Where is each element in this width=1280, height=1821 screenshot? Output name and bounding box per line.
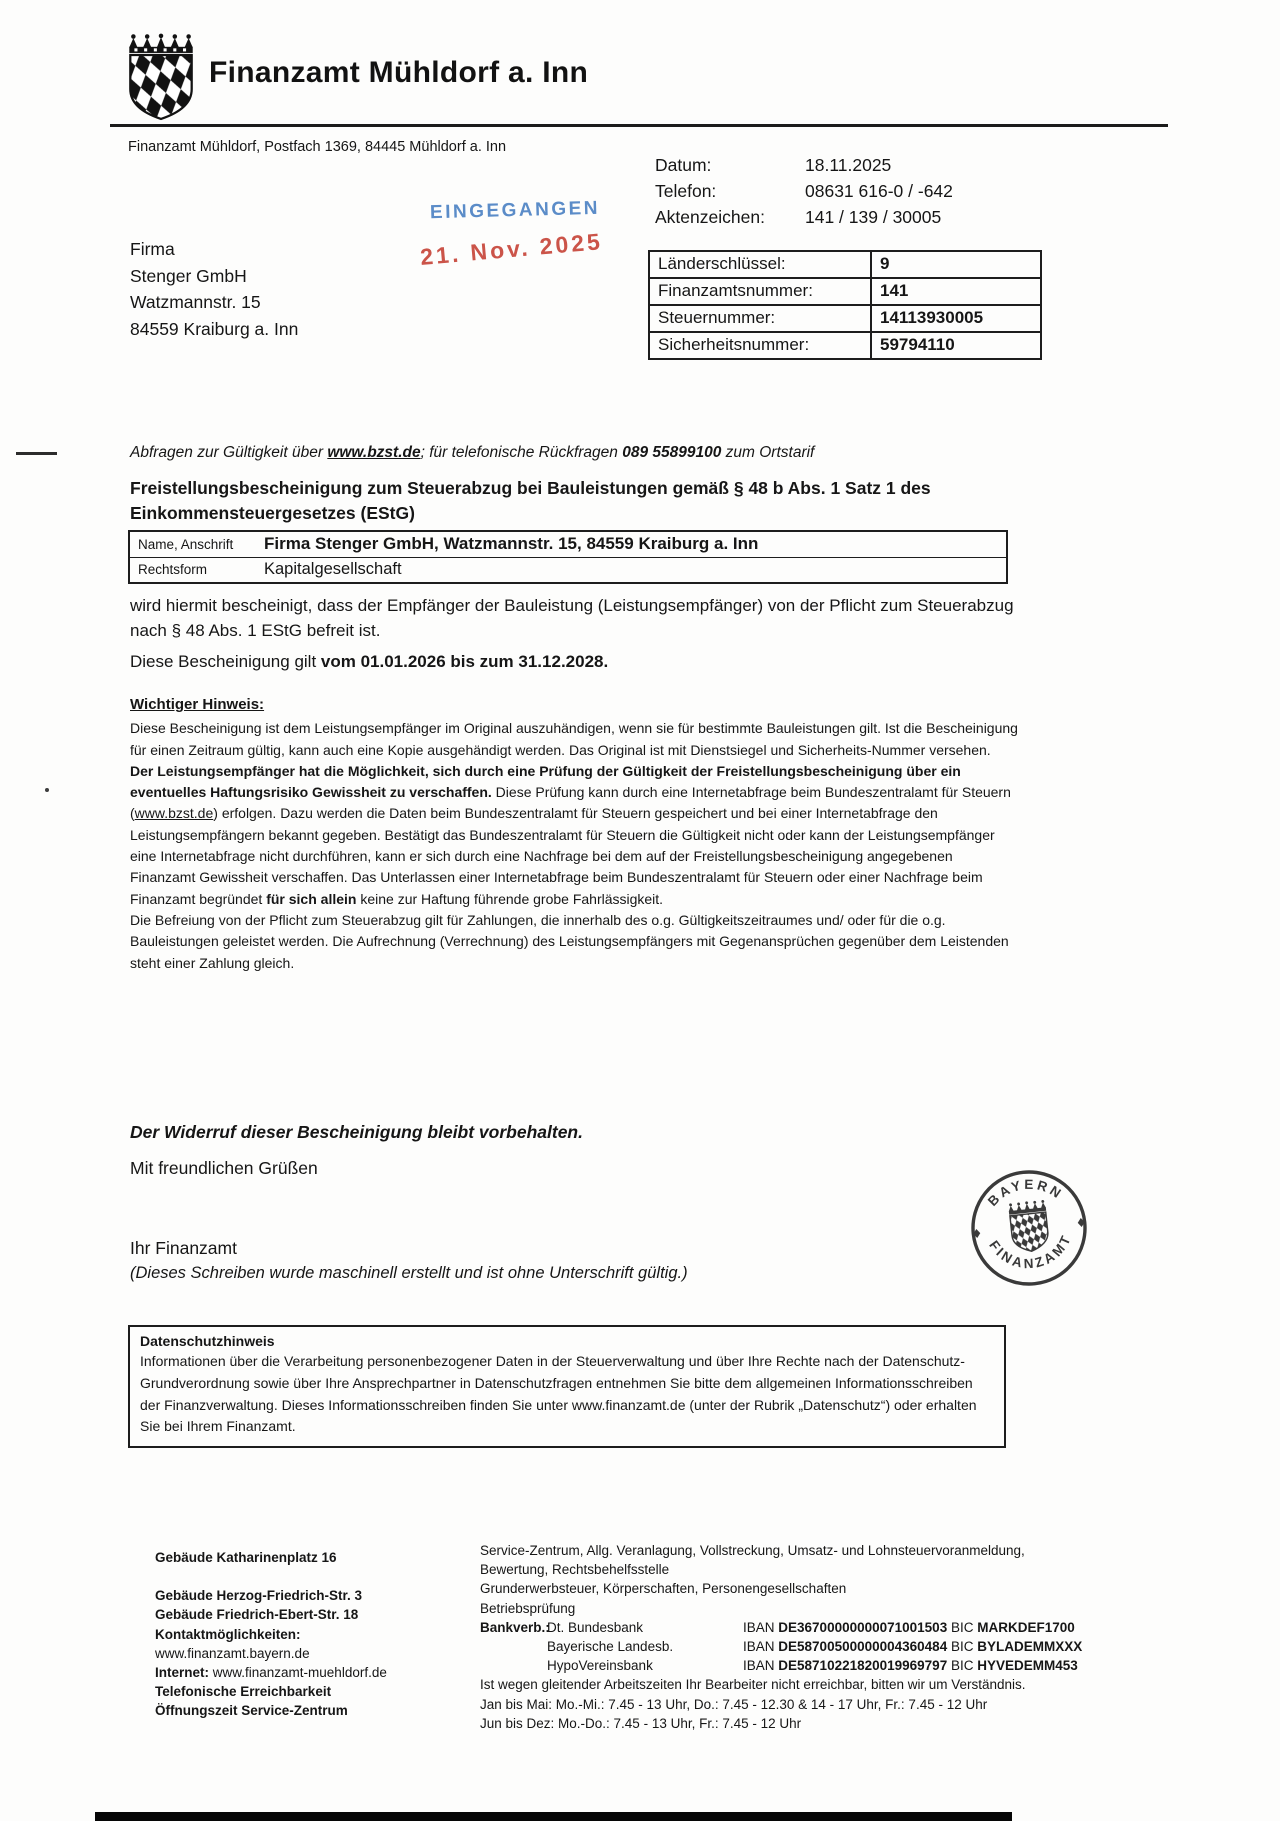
notice-bold-text: Der Leistungsempfänger hat die Möglichkeit, sich durch eine Prüfung der Gültigkeit der Freistellungsbescheinigung über ein eventuelles Haftungsrisiko Gewissheit zu verschaffen. (130, 762, 961, 801)
field-label: Name, Anschrift (138, 537, 234, 552)
recipient-line: Stenger GmbH (130, 265, 247, 286)
meta-label: Datum: (655, 155, 712, 175)
bank-row (480, 1618, 1075, 1637)
meta-value: 18.11.2025 (805, 155, 892, 175)
taxpayer-name-row (130, 532, 1006, 558)
taxpayer-name-value: Firma Stenger GmbH, Watzmannstr. 15, 84559 Kraiburg a. Inn (264, 534, 759, 553)
page-title: Finanzamt Mühldorf a. Inn (209, 56, 589, 89)
footer-hours-line: Jun bis Dez: Mo.-Do.: 7.45 - 13 Uhr, Fr.: 7.45 - 12 Uhr (480, 1715, 802, 1731)
table-label: Länderschlüssel: (649, 251, 871, 278)
taxpayer-box (128, 530, 1008, 584)
finanzamt-bayern-seal (958, 1157, 1101, 1300)
bank-label (480, 1637, 547, 1656)
phone-number: 089 55899100 (622, 444, 722, 461)
meta-label: Telefon: (655, 181, 717, 201)
bank-name: HypoVereinsbank (547, 1658, 653, 1674)
footer-internet-url: www.finanzamt-muehldorf.de (212, 1665, 387, 1681)
bank-detail (743, 1618, 1075, 1637)
recipient-address (130, 236, 298, 342)
meta-value: 08631 616-0 / -642 (805, 181, 953, 201)
tax-number-table (648, 250, 1042, 360)
recipient-line: Watzmannstr. 15 (130, 292, 261, 312)
validity-period (130, 652, 608, 672)
fold-mark-dot (45, 788, 49, 792)
bic-value: BYLADEMMXXX (977, 1639, 1083, 1655)
iban-value: DE58700500000004360484 (778, 1639, 948, 1655)
meta-row-phone (655, 181, 953, 207)
footer-flexitime-note: Ist wegen gleitender Arbeitszeiten Ihr Bearbeiter nicht erreichbar, bitten wir um Verständnis. (480, 1677, 1026, 1693)
footer-building: Gebäude Katharinenplatz 16 (155, 1550, 337, 1565)
table-value: 14113930005 (871, 305, 1041, 332)
footer-building: Gebäude Friedrich-Ebert-Str. 18 (155, 1607, 359, 1623)
iban-label: IBAN (743, 1639, 775, 1655)
legal-form-row (130, 558, 1006, 582)
received-stamp: EINGEGANGEN (429, 197, 601, 224)
notice-text: Diese Prüfung kann durch eine Internetabfrage beim Bundeszentralamt für Steuern ( (130, 784, 1011, 822)
meta-value: 141 / 139 / 30005 (805, 207, 942, 227)
meta-label: Aktenzeichen: (655, 207, 765, 227)
table-value: 59794110 (871, 332, 1041, 359)
footer-hours-line: Jan bis Mai: Mo.-Mi.: 7.45 - 13 Uhr, Do.: 7.45 - 12.30 & 14 - 17 Uhr, Fr.: 7.45 - 12 Uhr (480, 1696, 988, 1712)
seal-coat-of-arms (1008, 1199, 1050, 1253)
footer-portal-url: www.finanzamt.bayern.de (155, 1645, 310, 1661)
seal-bottom-text: FINANZAMT (986, 1231, 1075, 1272)
footer-departments: Service-Zentrum, Allg. Veranlagung, Vollstreckung, Umsatz- und Lohnsteuervoranmeldung, (480, 1543, 1025, 1558)
bank-row (480, 1656, 1078, 1675)
scan-edge-bar (95, 1812, 1012, 1821)
footer-departments: Grunderwerbsteuer, Körperschaften, Personengesellschaften (480, 1581, 847, 1597)
notice-text: ) erfolgen. Dazu werden die Daten beim Bundeszentralamt für Steuern gespeichert und bei einer Internetabfrage den Leistungsempfängern bekannt gegeben. Bestätigt das Bundeszentralamt für Steuern die Gültigkeit nicht oder kann der Leistungsempfänger eine Internetabfrage nicht durchführen, kann er sich durch eine Nachfrage bei dem auf der Freistellungsbescheinigung angegebenen Finanzamt Gewissheit verschaffen. Das Unterlassen einer Internetabfrage beim Bundeszentralamt für Steuern oder einer Nachfrage beim Finanzamt begründet (130, 805, 995, 907)
footer-right-column (480, 1541, 1083, 1733)
field-label: Rechtsform (138, 562, 208, 577)
footer-departments: Bewertung, Rechtsbehelfsstelle (480, 1562, 670, 1578)
validity-check-note (130, 444, 1030, 462)
footer-contact-heading: Kontaktmöglichkeiten: (155, 1626, 301, 1642)
footer-hours-heading: Öffnungszeit Service-Zentrum (155, 1703, 348, 1719)
meta-block (655, 155, 953, 233)
privacy-notice-box (128, 1325, 1006, 1448)
bank-label (480, 1656, 547, 1675)
seal-top-text: BAYERN (984, 1176, 1066, 1209)
meta-row-reference (655, 207, 953, 233)
fold-mark (16, 452, 57, 455)
note-text: ; für telefonische Rückfragen (420, 444, 623, 461)
revocation-line: Der Widerruf dieser Bescheinigung bleibt vorbehalten. (130, 1122, 583, 1142)
legal-form-value: Kapitalgesellschaft (264, 560, 402, 578)
machine-generated-note: (Dieses Schreiben wurde maschinell erstellt und ist ohne Unterschrift gültig.) (130, 1264, 688, 1282)
signer-line: Ihr Finanzamt (130, 1238, 237, 1258)
subject-heading: Freistellungsbescheinigung zum Steuerabzug bei Bauleistungen gemäß § 48 b Abs. 1 Satz 1 des Einkommensteuergesetzes (EStG) (130, 478, 931, 523)
bic-label: BIC (950, 1658, 974, 1674)
footer-internet-label: Internet: (155, 1665, 209, 1681)
bank-name: Dt. Bundesbank (547, 1619, 644, 1635)
note-text: Abfragen zur Gültigkeit über (130, 444, 328, 461)
validity-dates: vom 01.01.2026 bis zum 31.12.2028. (320, 652, 609, 671)
iban-value: DE58710221820019969797 (778, 1658, 948, 1674)
bank-label: Bankverb.: (480, 1619, 550, 1635)
bavaria-coat-of-arms-icon (127, 33, 195, 121)
certification-paragraph: wird hiermit bescheinigt, dass der Empfänger der Bauleistung (Leistungsempfänger) von der Pflicht zum Steuerabzug nach § 48 Abs. 1 EStG befreit ist. (130, 596, 1014, 640)
footer-phone-heading: Telefonische Erreichbarkeit (155, 1684, 332, 1700)
iban-label: IBAN (743, 1658, 775, 1674)
bank-name: Bayerische Landesb. (547, 1639, 674, 1655)
bzst-link-text: www.bzst.de (134, 805, 214, 822)
table-value: 141 (871, 278, 1041, 305)
footer-spacer (155, 1567, 387, 1586)
meta-row-date (655, 155, 953, 181)
note-text: zum Ortstarif (721, 444, 815, 461)
bank-row (480, 1637, 1083, 1656)
recipient-line: 84559 Kraiburg a. Inn (130, 318, 299, 339)
footer-left-column (155, 1548, 387, 1721)
notice-bold-text: für sich allein (266, 890, 357, 907)
validity-prefix: Diese Bescheinigung gilt (130, 652, 321, 671)
notice-paragraph: Die Befreiung von der Pflicht zum Steuerabzug gilt für Zahlungen, die innerhalb des o.g. Gültigkeitszeitraumes und/ oder für die o.g. Bauleistungen geleistet werden. Die Aufrechnung (Verrechnung) des Leistungsempfängers mit Gegenansprüchen gegenüber dem Leistenden steht einer Zahlung gleich. (130, 911, 1009, 971)
privacy-text: Informationen über die Verarbeitung personenbezogener Daten in der Steuerverwaltung und über Ihre Rechte nach der Datenschutz-Grundverordnung sowie über Ihre Ansprechpartner in Datenschutzfragen entnehmen Sie bitte dem allgemeinen Informationsschreiben der Finanzverwaltung. Dieses Informationsschreiben finden Sie unter www.finanzamt.de (unter der Rubrik „Datenschutz“) oder erhalten Sie bei Ihrem Finanzamt. (140, 1353, 977, 1435)
table-label: Sicherheitsnummer: (649, 332, 871, 359)
notice-heading: Wichtiger Hinweis: (130, 696, 265, 713)
bic-value: MARKDEF1700 (977, 1619, 1075, 1635)
privacy-heading: Datenschutzhinweis (140, 1333, 275, 1349)
table-row (649, 278, 1041, 305)
sender-return-address: Finanzamt Mühldorf, Postfach 1369, 84445 Mühldorf a. Inn (128, 139, 507, 155)
iban-label: IBAN (743, 1619, 775, 1635)
bzst-link-text: www.bzst.de (327, 444, 421, 461)
bic-value: HYVEDEMM453 (977, 1658, 1078, 1674)
footer-internet-line (155, 1663, 387, 1682)
greeting-line: Mit freundlichen Grüßen (130, 1158, 318, 1178)
header-divider (110, 124, 1168, 127)
bic-label: BIC (950, 1619, 974, 1635)
table-row (649, 251, 1041, 278)
important-notice-section (130, 694, 1018, 974)
notice-text: keine zur Haftung führende grobe Fahrlässigkeit. (356, 890, 664, 907)
iban-value: DE36700000000071001503 (778, 1619, 948, 1635)
table-row (649, 305, 1041, 332)
bank-detail (743, 1637, 1082, 1656)
table-label: Steuernummer: (649, 305, 871, 332)
recipient-line: Firma (130, 239, 175, 259)
notice-paragraph: Diese Bescheinigung ist dem Leistungsempfänger im Original auszuhändigen, wenn sie für bestimmte Bauleistungen gilt. Ist die Bescheinigung für einen Zeitraum gültig, kann auch eine Kopie ausgehändigt werden. Das Original ist mit Dienstsiegel und Sicherheits-Nummer versehen. (130, 720, 1018, 758)
footer-building: Gebäude Herzog-Friedrich-Str. 3 (155, 1588, 363, 1604)
bank-detail (743, 1656, 1078, 1675)
notice-paragraph (130, 761, 1018, 910)
table-label: Finanzamtsnummer: (649, 278, 871, 305)
table-value: 9 (871, 251, 1041, 278)
footer-departments: Betriebsprüfung (480, 1600, 576, 1616)
received-date-stamp: 21. Nov. 2025 (419, 228, 604, 270)
table-row (649, 332, 1041, 359)
bic-label: BIC (950, 1639, 974, 1655)
